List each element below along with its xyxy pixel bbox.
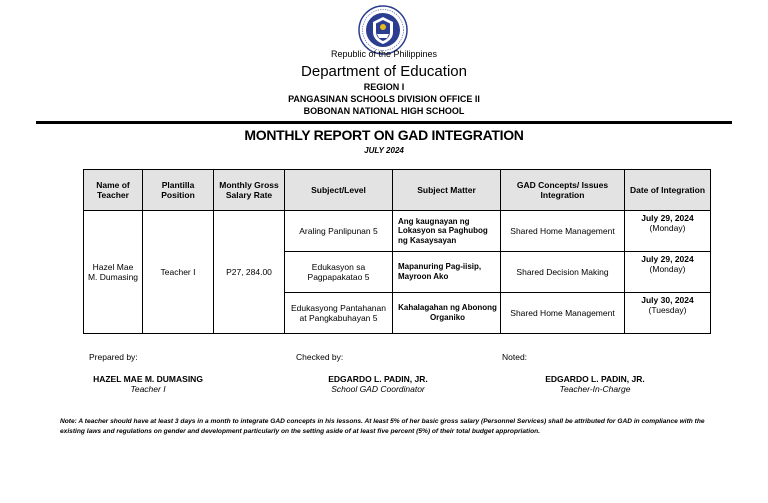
col-header-date: Date of Integration — [625, 170, 711, 211]
date-cell — [625, 293, 711, 334]
subject-matter-cell: Mapanuring Pag-iisip, Mayroon Ako — [393, 252, 501, 293]
prepared-by-label: Prepared by: — [89, 352, 138, 362]
footnote: Note: A teacher should have at least 3 days in a month to integrate GAD concepts in his lessons. At least 5% of her basic gross salary (Personnel Services) shall be attributed for GAD in compliance with the existing laws and regulations on gender and development particularly on the setting aside of at least five percent (5%) of their total budget appropriation. — [60, 418, 705, 435]
gad-integration-table — [83, 169, 711, 334]
col-header-name: Name of Teacher — [84, 170, 143, 211]
col-header-matter: Subject Matter — [393, 170, 501, 211]
deped-seal-icon — [358, 5, 408, 55]
day-value: (Monday) — [649, 264, 686, 275]
col-header-concepts: GAD Concepts/ Issues Integration — [501, 170, 625, 211]
date-value: July 29, 2024 — [641, 213, 694, 223]
subject-cell: Edukasyon sa Pagpapakatao 5 — [285, 252, 393, 293]
division-text: PANGASINAN SCHOOLS DIVISION OFFICE II — [288, 94, 480, 104]
republic-text: Republic of the Philippines — [330, 49, 438, 59]
checked-by-label: Checked by: — [296, 352, 344, 362]
date-cell — [625, 211, 711, 252]
date-value: July 30, 2024 — [641, 295, 694, 305]
checked-by-name: EDGARDO L. PADIN, JR. — [328, 374, 428, 384]
teacher-position: Teacher I — [143, 211, 214, 334]
gad-concept-cell: Shared Home Management — [501, 211, 625, 252]
teacher-name: Hazel Mae M. Dumasing — [84, 211, 143, 334]
gad-concept-cell: Shared Home Management — [501, 293, 625, 334]
teacher-salary: P27, 284.00 — [214, 211, 285, 334]
col-header-subject: Subject/Level — [285, 170, 393, 211]
checked-by-role: School GAD Coordinator — [331, 384, 425, 394]
col-header-salary: Monthly Gross Salary Rate — [214, 170, 285, 211]
noted-role: Teacher-In-Charge — [559, 384, 631, 394]
header-divider — [36, 121, 732, 124]
subject-matter-cell: Ang kaugnayan ng Lokasyon sa Paghubog ng Kasaysayan — [393, 211, 501, 252]
gad-concept-cell: Shared Decision Making — [501, 252, 625, 293]
department-name: Department of Education — [301, 63, 467, 80]
subject-matter-cell: Kahalagahan ng Abonong Organiko — [393, 293, 501, 334]
prepared-by-name: HAZEL MAE M. DUMASING — [93, 374, 203, 384]
report-month: JULY 2024 — [364, 146, 404, 155]
date-cell — [625, 252, 711, 293]
day-value: (Tuesday) — [648, 305, 687, 316]
table-header-row — [84, 170, 711, 211]
subject-cell: Edukasyong Pantahanan at Pangkabuhayan 5 — [285, 293, 393, 334]
subject-cell: Araling Panlipunan 5 — [285, 211, 393, 252]
date-value: July 29, 2024 — [641, 254, 694, 264]
table-row — [84, 211, 711, 252]
day-value: (Monday) — [649, 223, 686, 234]
prepared-by-role: Teacher I — [130, 384, 166, 394]
school-name: BOBONAN NATIONAL HIGH SCHOOL — [303, 106, 465, 116]
noted-label: Noted: — [502, 352, 528, 362]
report-title: MONTHLY REPORT ON GAD INTEGRATION — [244, 127, 524, 143]
region-text: REGION I — [363, 82, 405, 92]
noted-name: EDGARDO L. PADIN, JR. — [545, 374, 645, 384]
col-header-position: Plantilla Position — [143, 170, 214, 211]
